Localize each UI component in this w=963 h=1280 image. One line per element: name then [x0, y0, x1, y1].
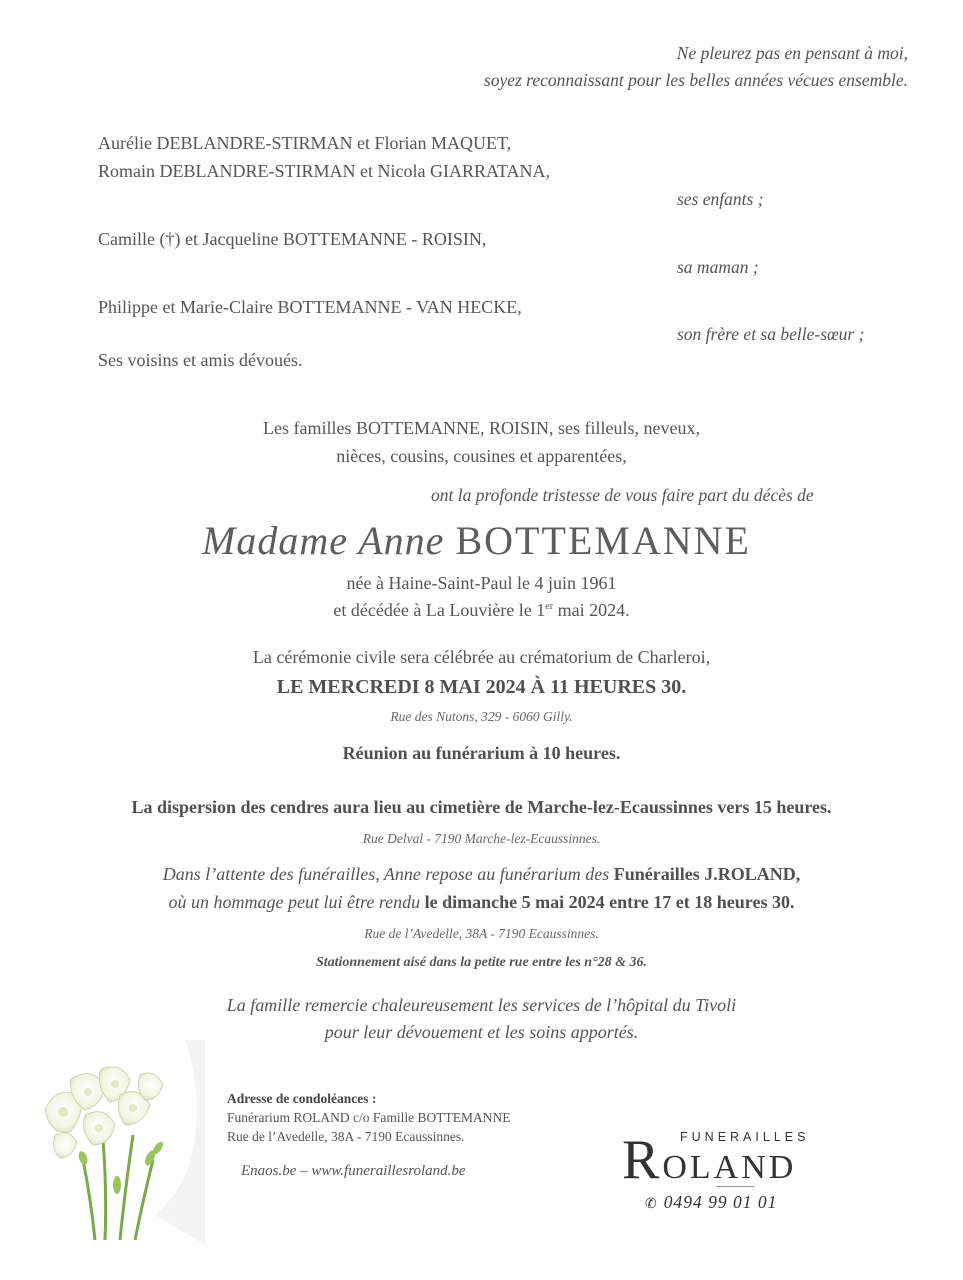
gathering-line: Réunion au funérarium à 10 heures.: [342, 743, 621, 763]
logo-roland-cap: R: [622, 1129, 663, 1191]
deceased-name: [202, 517, 751, 564]
sibling-relation: son frère et sa belle-sœur ;: [677, 324, 865, 344]
death-line: [0, 600, 963, 621]
ceremony-address: Rue des Nutons, 329 - 6060 Gilly.: [390, 709, 573, 724]
sibling-line: Philippe et Marie-Claire BOTTEMANNE - VAN HECKE,: [98, 297, 522, 317]
condolences-heading: Adresse de condoléances :: [227, 1091, 377, 1106]
deceased-title-first: Madame Anne: [202, 518, 445, 563]
epigraph-quote: [484, 40, 908, 94]
funeral-home-line-1: [0, 864, 963, 885]
dispersion-address: Rue Delval - 7190 Marche-lez-Ecaussinnes.: [362, 831, 601, 846]
families-line-1: Les familles BOTTEMANNE, ROISIN, ses filleuls, neveux,: [263, 418, 700, 438]
logo-roland-rest: OLAND: [662, 1149, 797, 1186]
condolences-line-2: Rue de l’Avedelle, 38A - 7190 Ecaussinnes.: [227, 1129, 465, 1144]
death-line-prefix: et décédée à La Louvière le 1: [333, 600, 546, 620]
deceased-surname: BOTTEMANNE: [455, 518, 751, 563]
children-relation: ses enfants ;: [677, 189, 764, 209]
announcement-line: ont la profonde tristesse de vous faire part du décès de: [431, 485, 814, 505]
phone-number: 0494 99 01 01: [663, 1192, 778, 1212]
freesia-flowers-image: [25, 1040, 205, 1245]
funeral-home-address: Rue de l’Avedelle, 38A - 7190 Ecaussinnes.: [364, 926, 599, 941]
thanks-line-2: pour leur dévouement et les soins apportés.: [324, 1022, 639, 1042]
parents-relation: sa maman ;: [677, 257, 759, 277]
children-line-1: Aurélie DEBLANDRE-STIRMAN et Florian MAQUET,: [98, 133, 512, 153]
logo-roland: [622, 1128, 796, 1192]
dispersion-line: La dispersion des cendres aura lieu au cimetière de Marche-lez-Ecaussinnes vers 15 heures.: [131, 797, 832, 817]
quote-line-1: Ne pleurez pas en pensant à moi,: [676, 43, 908, 63]
background-shadow: [155, 1040, 205, 1245]
parking-note: Stationnement aisé dans la petite rue entre les n°28 & 36.: [315, 955, 648, 970]
funeral-home-name: Funérailles J.ROLAND,: [613, 864, 801, 884]
phone-contact: [645, 1192, 777, 1213]
neighbors-line: Ses voisins et amis dévoués.: [98, 350, 303, 370]
logo-divider: [716, 1186, 754, 1187]
logo-funerailles-text: FUNERAILLES: [680, 1130, 810, 1144]
parents-line: Camille (†) et Jacqueline BOTTEMANNE - ROISIN,: [98, 229, 487, 249]
thanks-line-1: La famille remercie chaleureusement les services de l’hôpital du Tivoli: [226, 995, 737, 1015]
funeral-home-line-1-text: Dans l’attente des funérailles, Anne repose au funérarium des: [162, 864, 614, 884]
death-line-suffix: mai 2024.: [553, 600, 630, 620]
children-line-2: Romain DEBLANDRE-STIRMAN et Nicola GIARRATANA,: [98, 161, 551, 181]
quote-line-2: soyez reconnaissant pour les belles années vécues ensemble.: [483, 70, 908, 90]
phone-icon: ✆: [645, 1197, 658, 1212]
condolences-websites: Enaos.be – www.funeraillesroland.be: [241, 1163, 466, 1179]
ceremony-date: LE MERCREDI 8 MAI 2024 À 11 HEURES 30.: [276, 676, 687, 698]
families-line-2: nièces, cousins, cousines et apparentées,: [336, 446, 627, 466]
funeral-home-line-2: [0, 892, 963, 913]
visitation-time: le dimanche 5 mai 2024 entre 17 et 18 heures 30.: [424, 892, 795, 912]
death-line-sup: er: [545, 601, 554, 612]
ceremony-intro: La cérémonie civile sera célébrée au crématorium de Charleroi,: [252, 647, 711, 667]
condolences-line-1: Funérarium ROLAND c/o Famille BOTTEMANNE: [227, 1110, 511, 1125]
funeral-home-line-2-text: où un hommage peut lui être rendu: [168, 892, 425, 912]
birth-line: née à Haine-Saint-Paul le 4 juin 1961: [346, 573, 617, 593]
